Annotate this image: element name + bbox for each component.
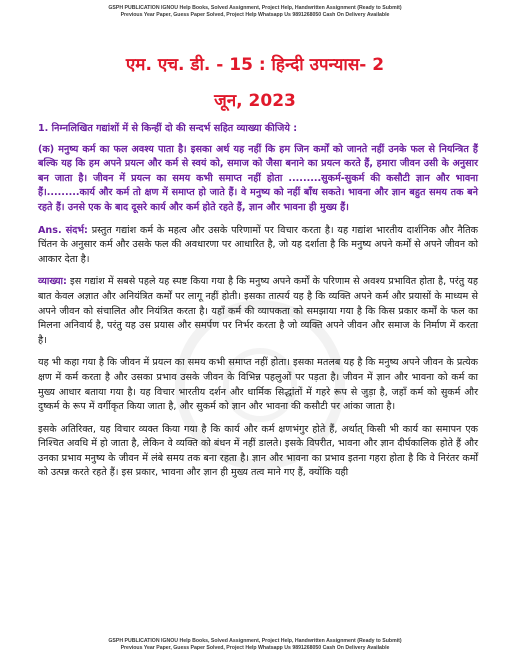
- answer-paragraph-3: यह भी कहा गया है कि जीवन में प्रयत्न का समय कभी समाप्त नहीं होता। इसका मतलब यह है कि मनुष्य अपने जीवन के प्रत्येक क्षण में कर्म करता है और उसका प्रभाव उसके जीवन के विभिन्न पहलुओं पर पड़ता है। जीवन में ज्ञान और भावना को कर्म का मुख्य आधार बताया गया है। यह विचार भारतीय दर्शन और धार्मिक सिद्धांतों में गहरे रूप से जुड़ा है, जहाँ कर्म को सुकर्म और दुष्कर्म के रूप में वर्गीकृत किया जाता है, और सुकर्म को ज्ञान और भावना की कसौटी पर आंका जाता है।: [38, 357, 478, 413]
- passage-text: (क) मनुष्य कर्म का फल अवश्य पाता है। इसका अर्थ यह नहीं कि हम जिन कर्मों को जानते नहीं उनके फल से नियन्त्रित हैं बल्कि यह कि हम अपने प्रयत्न और कर्म से स्वयं को, समाज को जैसा बनाने का प्रयत्न करते हैं, हमारा जीवन उसी के अनुसार बन जाता है। जीवन में प्रयत्न का समय कभी समाप्त नहीं होता .........सुकर्म-सुकर्म की कसौटी ज्ञान और भावना हैं।.........कार्य और कर्म तो क्षण में समाप्त हो जाते हैं। वे मनुष्य को नहीं बाँध सकते। भावना और ज्ञान बहुत समय तक बने रहते हैं। उनसे एक के बाद दूसरे कार्य और कर्म होते रहते हैं, ज्ञान और भावना ही मुख्य हैं।: [38, 143, 478, 213]
- explanation-label: व्याख्या:: [38, 276, 67, 288]
- context-label: Ans. संदर्भ:: [38, 224, 88, 236]
- answer-explanation: [38, 275, 478, 348]
- header-line-1: GSPH PUBLICATION IGNOU Help Books, Solved Assignment, Project Help, Handwritten Assignment (Ready to Submit): [108, 5, 402, 11]
- footer-line-2: Previous Year Paper, Guess Paper Solved, Project Help Whatsapp Us 9891268050 Cash On Delivery Available: [120, 645, 390, 651]
- page-header: [20, 5, 490, 19]
- header-line-2: Previous Year Paper, Guess Paper Solved, Project Help Whatsapp Us 9891268050 Cash On Delivery Available: [120, 12, 390, 18]
- answer-context: [38, 224, 478, 268]
- explanation-text: इस गद्यांश में सबसे पहले यह स्पष्ट किया गया है कि मनुष्य अपने कर्मों के परिणाम से अवश्य प्रभावित होता है, परंतु यह बात केवल अज्ञात और अनियंत्रित कर्मों पर लागू नहीं होती। इसका तात्पर्य यह है कि व्यक्ति अपने कर्म और प्रयासों के माध्यम से अपने जीवन को संचालित और नियंत्रित करता है। यहाँ कर्म की व्यापकता को समझाया गया है कि किस प्रकार कर्मों के फल का मिलना अनिवार्य है, परंतु यह उस प्रयास और समर्पण पर निर्भर करता है जो व्यक्ति अपने जीवन और समाज के निर्माण में करता है।: [38, 276, 478, 346]
- page-footer: [20, 638, 490, 652]
- question-heading: 1. निम्नलिखित गद्यांशों में से किन्हीं दो की सन्दर्भ सहित व्याख्या कीजिये :: [38, 123, 298, 134]
- page-title: एम. एच. डी. - 15 : हिन्दी उपन्यास- 2: [125, 55, 385, 75]
- answer-paragraph-4: इसके अतिरिक्त, यह विचार व्यक्त किया गया है कि कार्य और कर्म क्षणभंगुर होते हैं, अर्थात् किसी भी कार्य का समापन एक निश्चित अवधि में हो जाता है, लेकिन वे व्यक्ति को बंधन में नहीं डालते। इसके विपरीत, भावना और ज्ञान दीर्घकालिक होते हैं और उनका प्रभाव मनुष्य के जीवन में लंबे समय तक बना रहता है। ज्ञान और भावना का प्रभाव इतना गहरा होता है कि वे निरंतर कर्मों को उत्पन्न करते रहते हैं। इस प्रकार, भावना और ज्ञान ही मुख्य तत्व माने गए हैं, क्योंकि यही: [38, 423, 478, 479]
- main-content: [38, 122, 478, 489]
- context-text: प्रस्तुत गद्यांश कर्म के महत्व और उसके परिणामों पर विचार करता है। यह गद्यांश भारतीय दार्शनिक और नैतिक चिंतन के अनुसार कर्म और उसके फल की अवधारणा पर आधारित है, जो यह दर्शाता है कि मनुष्य अपने कर्मों से अपने जीवन को आकार देता है।: [38, 224, 478, 265]
- footer-line-1: GSPH PUBLICATION IGNOU Help Books, Solved Assignment, Project Help, Handwritten Assignment (Ready to Submit): [108, 638, 402, 644]
- exam-date: जून, 2023: [214, 91, 296, 111]
